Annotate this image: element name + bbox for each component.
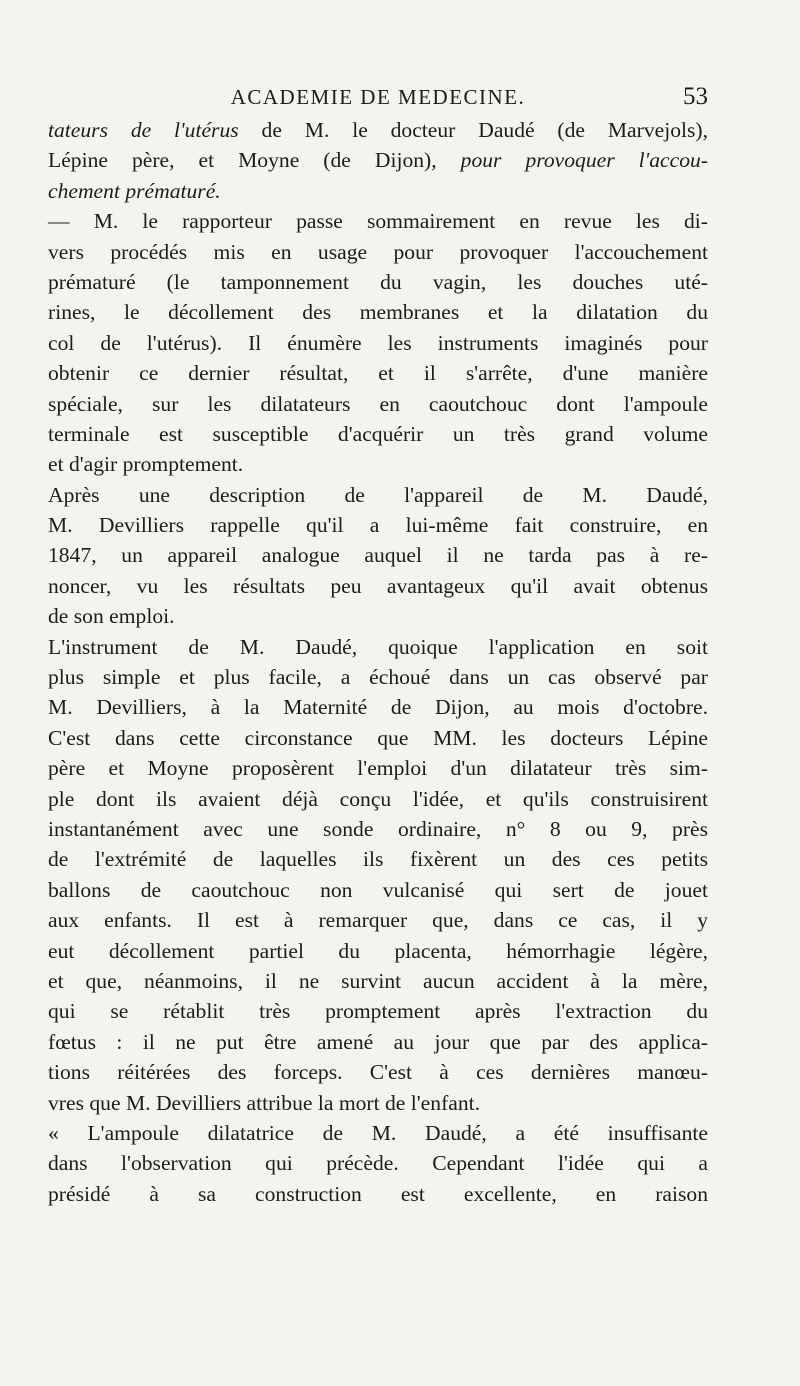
- text-line: [48, 176, 708, 206]
- running-head: [48, 80, 708, 114]
- text-line: [48, 1027, 708, 1057]
- text-line: [48, 328, 708, 358]
- running-title: ACADEMIE DE MEDECINE.: [230, 85, 526, 109]
- text-line: [48, 784, 708, 814]
- text-segment: spéciale, sur les dilatateurs en caoutchouc dont l'ampoule: [48, 391, 708, 416]
- text-segment: eut décollement partiel du placenta, hémorrhagie légère,: [48, 938, 708, 963]
- text-segment: col de l'utérus). Il énumère les instruments imaginés pour: [48, 330, 708, 355]
- text-segment: — M. le rapporteur passe sommairement en revue les di-: [48, 209, 708, 234]
- text-segment: terminale est susceptible d'acquérir un très grand volume: [48, 421, 708, 446]
- text-line: [48, 662, 708, 692]
- text-line: [48, 145, 708, 175]
- italic-text: pour provoquer l'accou-: [460, 148, 708, 173]
- body-text: [48, 115, 708, 1209]
- text-segment: de M. le docteur Daudé (de Marvejols),: [238, 118, 708, 142]
- text-line: [48, 237, 708, 267]
- text-segment: dans l'observation qui précède. Cependant l'idée qui a: [48, 1151, 708, 1176]
- text-line: [48, 480, 708, 510]
- text-segment: Après une description de l'appareil de M. Daudé,: [48, 482, 708, 507]
- text-line: [48, 267, 708, 297]
- text-segment: rines, le décollement des membranes et la dilatation du: [48, 300, 708, 325]
- text-line: [48, 115, 708, 145]
- text-line: [48, 1148, 708, 1178]
- text-line: [48, 936, 708, 966]
- text-line: [48, 753, 708, 783]
- text-segment: plus simple et plus facile, a échoué dans un cas observé par: [48, 665, 708, 690]
- text-line: [48, 632, 708, 662]
- text-line: [48, 297, 708, 327]
- text-line: [48, 206, 708, 236]
- text-line: [48, 996, 708, 1026]
- page-number: 53: [683, 83, 708, 110]
- text-line: [48, 875, 708, 905]
- text-segment: Lépine père, et Moyne (de Dijon),: [48, 148, 461, 173]
- text-line: [48, 1179, 708, 1209]
- text-segment: M. Devilliers, à la Maternité de Dijon, au mois d'octobre.: [48, 695, 708, 720]
- text-segment: de l'extrémité de laquelles ils fixèrent un des ces petits: [48, 847, 708, 872]
- text-line: [48, 389, 708, 419]
- text-segment: de son emploi.: [48, 604, 175, 629]
- text-line: [48, 844, 708, 874]
- text-line: [48, 358, 708, 388]
- text-line: [48, 449, 708, 479]
- text-line: [48, 419, 708, 449]
- text-segment: « L'ampoule dilatatrice de M. Daudé, a été insuffisante: [48, 1120, 708, 1145]
- text-segment: et que, néanmoins, il ne survint aucun accident à la mère,: [48, 968, 708, 993]
- text-line: [48, 571, 708, 601]
- text-segment: C'est dans cette circonstance que MM. les docteurs Lépine: [48, 725, 708, 750]
- text-line: [48, 905, 708, 935]
- text-segment: noncer, vu les résultats peu avantageux qu'il avait obtenus: [48, 573, 708, 598]
- text-segment: ple dont ils avaient déjà conçu l'idée, et qu'ils construisirent: [48, 786, 708, 811]
- text-segment: ballons de caoutchouc non vulcanisé qui sert de jouet: [48, 877, 708, 902]
- text-segment: présidé à sa construction est excellente, en raison: [48, 1181, 708, 1206]
- text-segment: fœtus : il ne put être amené au jour que par des applica-: [48, 1029, 708, 1054]
- text-segment: M. Devilliers rappelle qu'il a lui-même fait construire, en: [48, 513, 708, 538]
- italic-text: tateurs de l'utérus: [48, 118, 239, 142]
- text-line: [48, 966, 708, 996]
- text-line: [48, 601, 708, 631]
- text-segment: L'instrument de M. Daudé, quoique l'application en soit: [48, 634, 708, 659]
- text-line: [48, 1088, 708, 1118]
- text-segment: 1847, un appareil analogue auquel il ne tarda pas à re-: [48, 543, 708, 568]
- text-segment: prématuré (le tamponnement du vagin, les douches uté-: [48, 269, 708, 294]
- text-segment: tions réitérées des forceps. C'est à ces dernières manœu-: [48, 1060, 708, 1085]
- text-segment: vers procédés mis en usage pour provoquer l'accouchement: [48, 239, 708, 264]
- text-segment: obtenir ce dernier résultat, et il s'arrête, d'une manière: [48, 361, 708, 386]
- text-line: [48, 1118, 708, 1148]
- text-segment: instantanément avec une sonde ordinaire, n° 8 ou 9, près: [48, 816, 708, 841]
- text-line: [48, 814, 708, 844]
- text-segment: et d'agir promptement.: [48, 452, 244, 477]
- text-line: [48, 692, 708, 722]
- text-line: [48, 540, 708, 570]
- text-segment: vres que M. Devilliers attribue la mort de l'enfant.: [48, 1090, 481, 1115]
- text-line: [48, 723, 708, 753]
- text-line: [48, 510, 708, 540]
- text-segment: père et Moyne proposèrent l'emploi d'un dilatateur très sim-: [48, 756, 708, 781]
- text-segment: qui se rétablit très promptement après l'extraction du: [48, 999, 708, 1024]
- text-line: [48, 1057, 708, 1087]
- text-segment: aux enfants. Il est à remarquer que, dans ce cas, il y: [48, 908, 708, 933]
- italic-text: chement prématuré.: [48, 178, 221, 203]
